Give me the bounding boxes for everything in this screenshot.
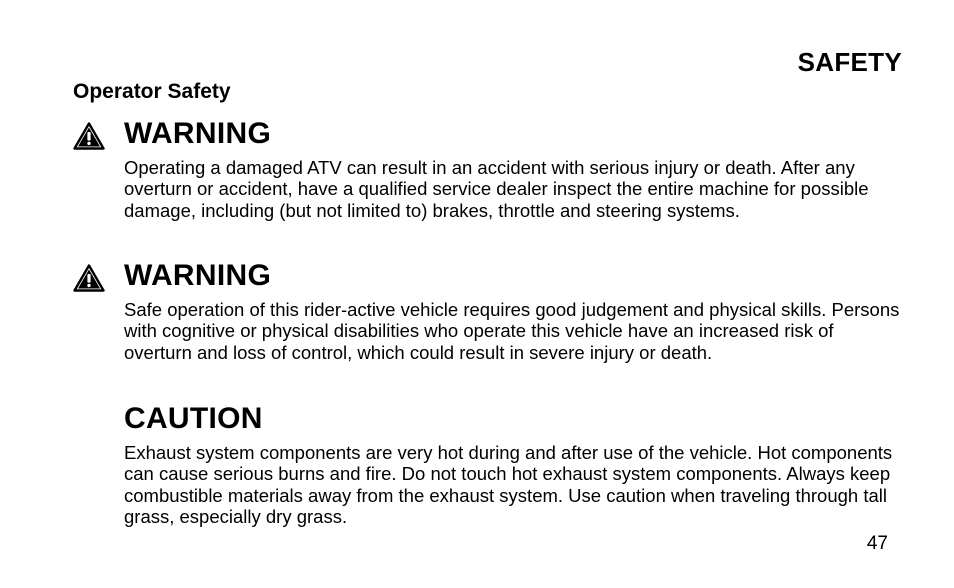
- warning-text: Safe operation of this rider-active vehicle requires good judgement and physical skills. Persons with cognitive or physical disabilities who operate this vehicle have an increased risk of overturn and loss of control, which could result in severe injury or death.: [124, 299, 900, 363]
- page-number: 47: [866, 533, 888, 554]
- warning-title: WARNING: [124, 259, 272, 292]
- caution-block-header: [73, 401, 903, 439]
- warning-triangle-icon: [73, 264, 105, 292]
- warning-block-header: [73, 258, 903, 296]
- warning-triangle-icon: [73, 122, 105, 150]
- warning-block-header: [73, 116, 903, 154]
- caution-title: CAUTION: [124, 402, 263, 435]
- subsection-title: Operator Safety: [73, 80, 231, 103]
- caution-text: Exhaust system components are very hot during and after use of the vehicle. Hot components can cause serious burns and fire. Do not touch hot exhaust system components. Always keep combustible materials away from the exhaust system. Use caution when traveling through tall grass, especially dry grass.: [124, 442, 893, 527]
- warning-title: WARNING: [124, 117, 272, 150]
- section-title: SAFETY: [797, 47, 902, 77]
- warning-text: Operating a damaged ATV can result in an accident with serious injury or death. After any overturn or accident, have a qualified service dealer inspect the entire machine for possible damage, including (but not limited to) brakes, throttle and steering systems.: [124, 157, 869, 221]
- warning-block-1: [73, 116, 903, 221]
- warning-block-2: [73, 258, 903, 363]
- caution-block: [73, 401, 903, 527]
